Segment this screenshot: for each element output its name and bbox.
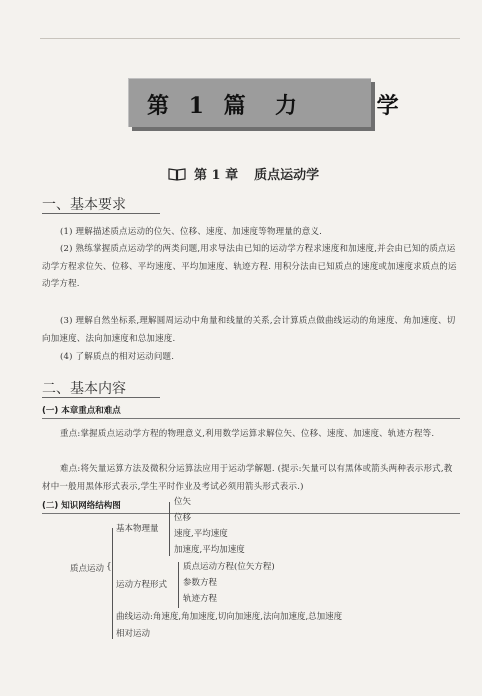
part-title: 力 学 — [275, 93, 435, 119]
requirement-item: (2) 熟练掌握质点运动学的两类问题,用求导法由已知的运动学方程求速度和加速度,并会由已知的质点运动学方程求位矢、位移、平均速度、平均加速度、轨迹方程. 用积分法由已知质点的速度或加速度求质点的运动学方程. — [42, 244, 457, 289]
part-banner — [128, 78, 435, 127]
tree-equation-bracket — [178, 562, 179, 608]
tree-equation-item: 参数方程 — [183, 578, 218, 588]
tree-basic-item: 速度,平均速度 — [174, 529, 228, 539]
tree-equation-label: 运动方程形式 — [116, 580, 168, 590]
tree-relative-item: 相对运动 — [116, 629, 151, 639]
section-rule — [42, 397, 160, 398]
open-book-icon — [168, 167, 186, 181]
tree-curve-item: 曲线运动:角速度,角加速度,切向加速度,法向加速度,总加速度 — [116, 612, 343, 622]
tree-basic-item: 位矢 — [174, 497, 192, 507]
focus-text: 重点:掌握质点运动学方程的物理意义,利用数学运算求解位矢、位移、速度、加速度、轨迹方程等. — [60, 429, 435, 439]
tree-root-bracket — [112, 528, 113, 639]
tree-root: 质点运动 — [70, 564, 105, 574]
subsection-rule — [42, 513, 460, 514]
requirement-item: (3) 理解自然坐标系,理解圆周运动中角量和线量的关系,会计算质点做曲线运动的角速度、角加速度、切向加速度、法向加速度和总加速度. — [42, 316, 456, 344]
section-title-content: 二、基本内容 — [42, 381, 126, 397]
requirement-item: (4) 了解质点的相对运动问题. — [60, 352, 175, 362]
header-rule — [40, 38, 460, 39]
tree-equation-item: 轨迹方程 — [183, 594, 218, 604]
chapter-label: 第 1 章 — [194, 168, 239, 183]
tree-basic-item: 位移 — [174, 513, 192, 523]
tree-equation-item: 质点运动方程(位矢方程) — [183, 562, 275, 572]
difficulty-text: 难点:将矢量运算方法及微积分运算法应用于运动学解题. (提示:矢量可以有黑体或箭头两种表示形式,教材中一般用黑体形式表示,学生平时作业及考试必须用箭头形式表示.) — [42, 464, 453, 492]
subsection-title-focus: (一) 本章重点和难点 — [42, 406, 121, 416]
part-label: 第 1 篇 — [147, 93, 252, 119]
section-rule — [42, 213, 160, 214]
tree-basic-label: 基本物理量 — [116, 524, 159, 534]
chapter-heading — [168, 164, 319, 183]
subsection-title-network: (二) 知识网络结构图 — [42, 501, 121, 511]
tree-brace-root: { — [106, 562, 112, 572]
requirement-item: (1) 理解描述质点运动的位矢、位移、速度、加速度等物理量的意义. — [60, 227, 323, 237]
tree-basic-bracket — [169, 502, 170, 556]
subsection-rule — [42, 418, 460, 419]
chapter-title: 质点运动学 — [254, 168, 320, 183]
tree-basic-item: 加速度,平均加速度 — [174, 545, 245, 555]
section-title-requirements: 一、基本要求 — [42, 197, 126, 213]
